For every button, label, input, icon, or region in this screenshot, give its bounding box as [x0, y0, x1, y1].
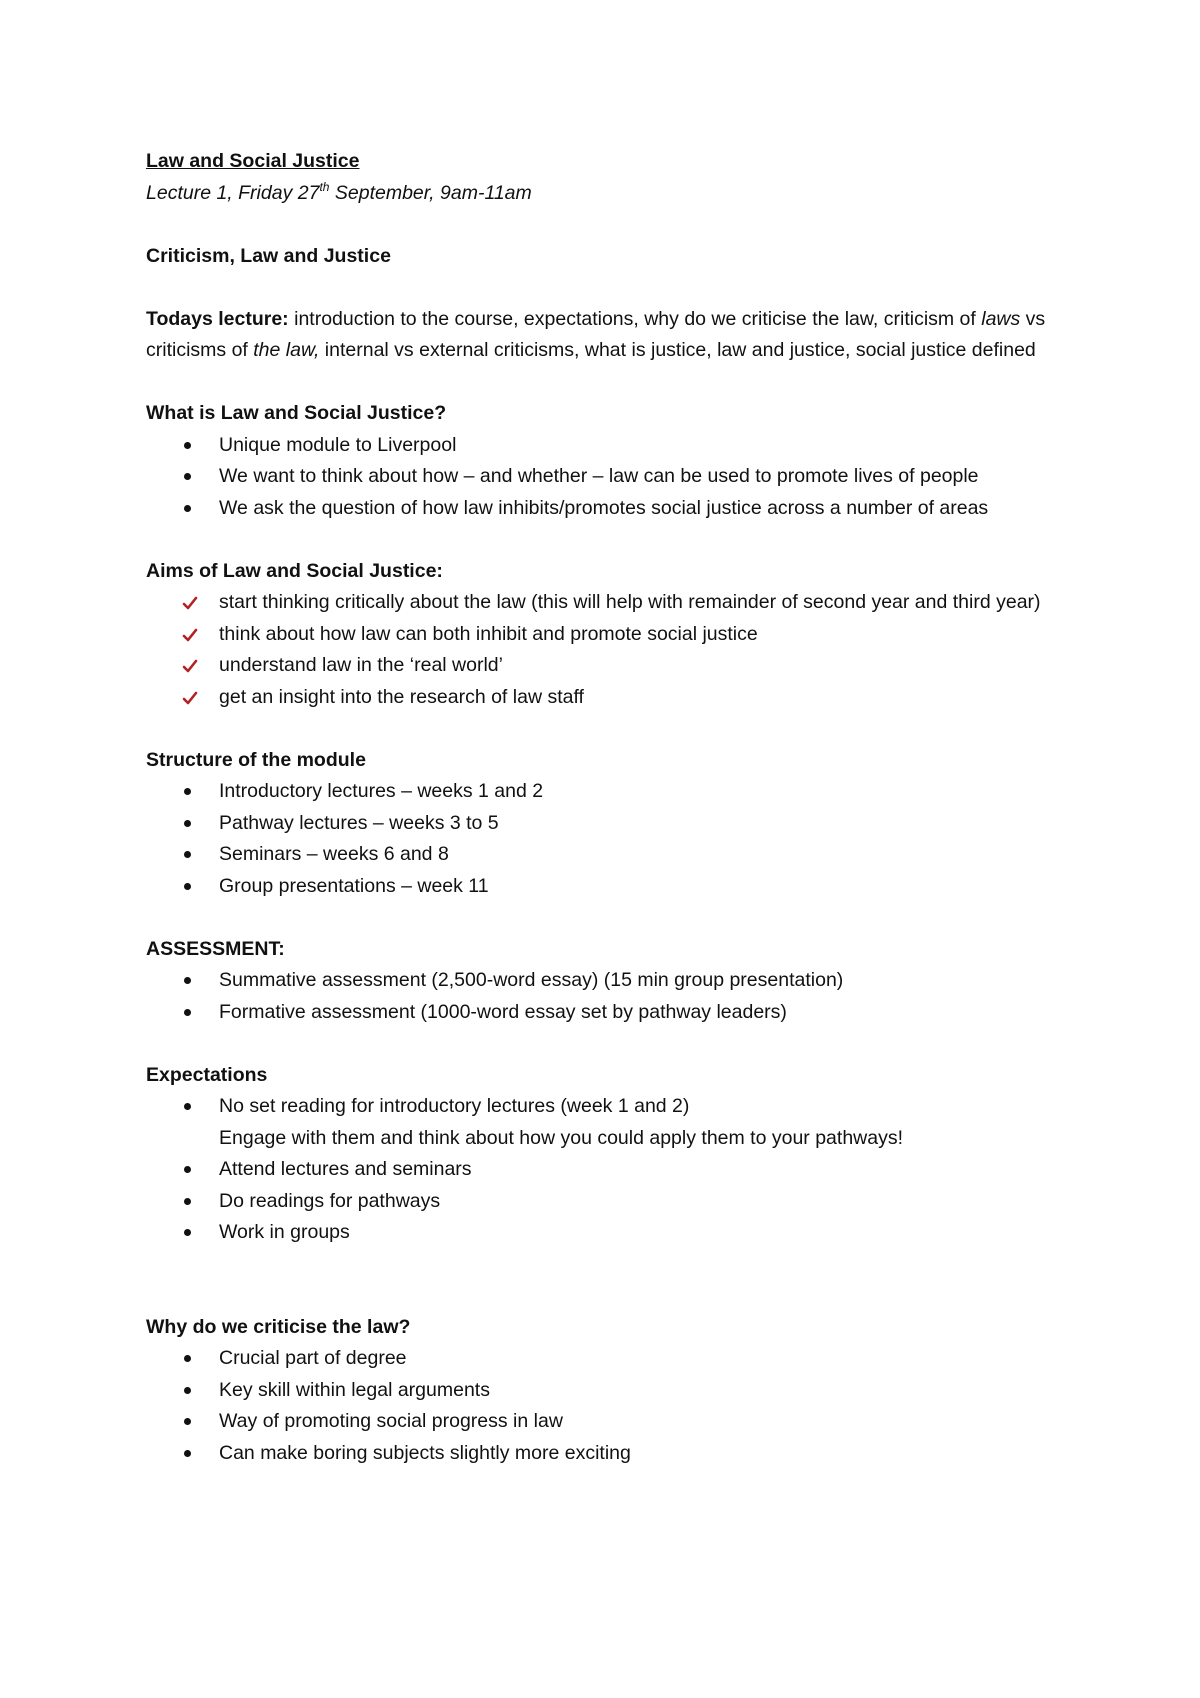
intro-label: Todays lecture: [146, 307, 289, 330]
list-item: Do readings for pathways [146, 1186, 1080, 1218]
bullet-icon [184, 1009, 191, 1016]
structure-heading: Structure of the module [146, 748, 366, 771]
bullet-icon [184, 883, 191, 890]
what-is-heading: What is Law and Social Justice? [146, 402, 447, 424]
list-item: We ask the question of how law inhibits/promotes social justice across a number of areas [146, 493, 1080, 525]
expectations-list-rest [146, 1154, 1080, 1249]
bullet-icon [184, 1418, 191, 1425]
list-item: Introductory lectures – weeks 1 and 2 [146, 776, 1080, 808]
why-list [146, 1343, 1080, 1469]
lecture-subtitle: Lecture 1, Friday 27th September, 9am-11am [146, 179, 532, 204]
aims-heading: Aims of Law and Social Justice: [146, 559, 443, 582]
section-heading: Criticism, Law and Justice [146, 244, 391, 267]
why-heading: Why do we criticise the law? [146, 1315, 411, 1338]
list-item: Seminars – weeks 6 and 8 [146, 839, 1080, 871]
list-item: understand law in the ‘real world’ [146, 650, 1080, 682]
check-mark-icon [182, 658, 198, 674]
list-item: Can make boring subjects slightly more exciting [146, 1438, 1080, 1470]
bullet-icon [184, 1198, 191, 1205]
list-item: Unique module to Liverpool [146, 430, 1080, 462]
bullet-icon [184, 820, 191, 827]
check-mark-icon [182, 627, 198, 643]
expectations-heading: Expectations [146, 1063, 268, 1086]
list-item: get an insight into the research of law staff [146, 682, 1080, 714]
bullet-icon [184, 505, 191, 512]
list-item: Pathway lectures – weeks 3 to 5 [146, 808, 1080, 840]
list-item: think about how law can both inhibit and promote social justice [146, 619, 1080, 651]
what-is-list [146, 430, 1080, 525]
bullet-icon [184, 977, 191, 984]
bullet-icon [184, 1387, 191, 1394]
check-mark-icon [182, 595, 198, 611]
bullet-icon [184, 1103, 191, 1110]
list-item: No set reading for introductory lectures (week 1 and 2) [146, 1091, 1080, 1123]
aims-list [146, 587, 1080, 713]
list-item: Group presentations – week 11 [146, 871, 1080, 903]
bullet-icon [184, 1166, 191, 1173]
list-item: start thinking critically about the law (this will help with remainder of second year and third year) [146, 587, 1080, 619]
list-item: Key skill within legal arguments [146, 1375, 1080, 1407]
structure-list [146, 776, 1080, 902]
intro-paragraph: Todays lecture: introduction to the course, expectations, why do we criticise the law, criticism of laws vs criticisms of the law, internal vs external criticisms, what is justice, law and justice, social justice defined [146, 307, 1046, 361]
expectations-list [146, 1091, 1080, 1123]
assessment-heading: ASSESSMENT: [146, 937, 285, 960]
bullet-icon [184, 851, 191, 858]
list-item: Work in groups [146, 1217, 1080, 1249]
bullet-icon [184, 1229, 191, 1236]
list-item: Crucial part of degree [146, 1343, 1080, 1375]
check-mark-icon [182, 690, 198, 706]
list-item: Attend lectures and seminars [146, 1154, 1080, 1186]
list-item: Formative assessment (1000-word essay set by pathway leaders) [146, 997, 1080, 1029]
expectations-continuation: Engage with them and think about how you could apply them to your pathways! [219, 1126, 904, 1149]
list-item: Summative assessment (2,500-word essay) (15 min group presentation) [146, 965, 1080, 997]
bullet-icon [184, 473, 191, 480]
bullet-icon [184, 442, 191, 449]
bullet-icon [184, 788, 191, 795]
bullet-icon [184, 1450, 191, 1457]
list-item: We want to think about how – and whether – law can be used to promote lives of people [146, 461, 1080, 493]
bullet-icon [184, 1355, 191, 1362]
assessment-list [146, 965, 1080, 1028]
document-title: Law and Social Justice [146, 150, 360, 172]
list-item: Way of promoting social progress in law [146, 1406, 1080, 1438]
